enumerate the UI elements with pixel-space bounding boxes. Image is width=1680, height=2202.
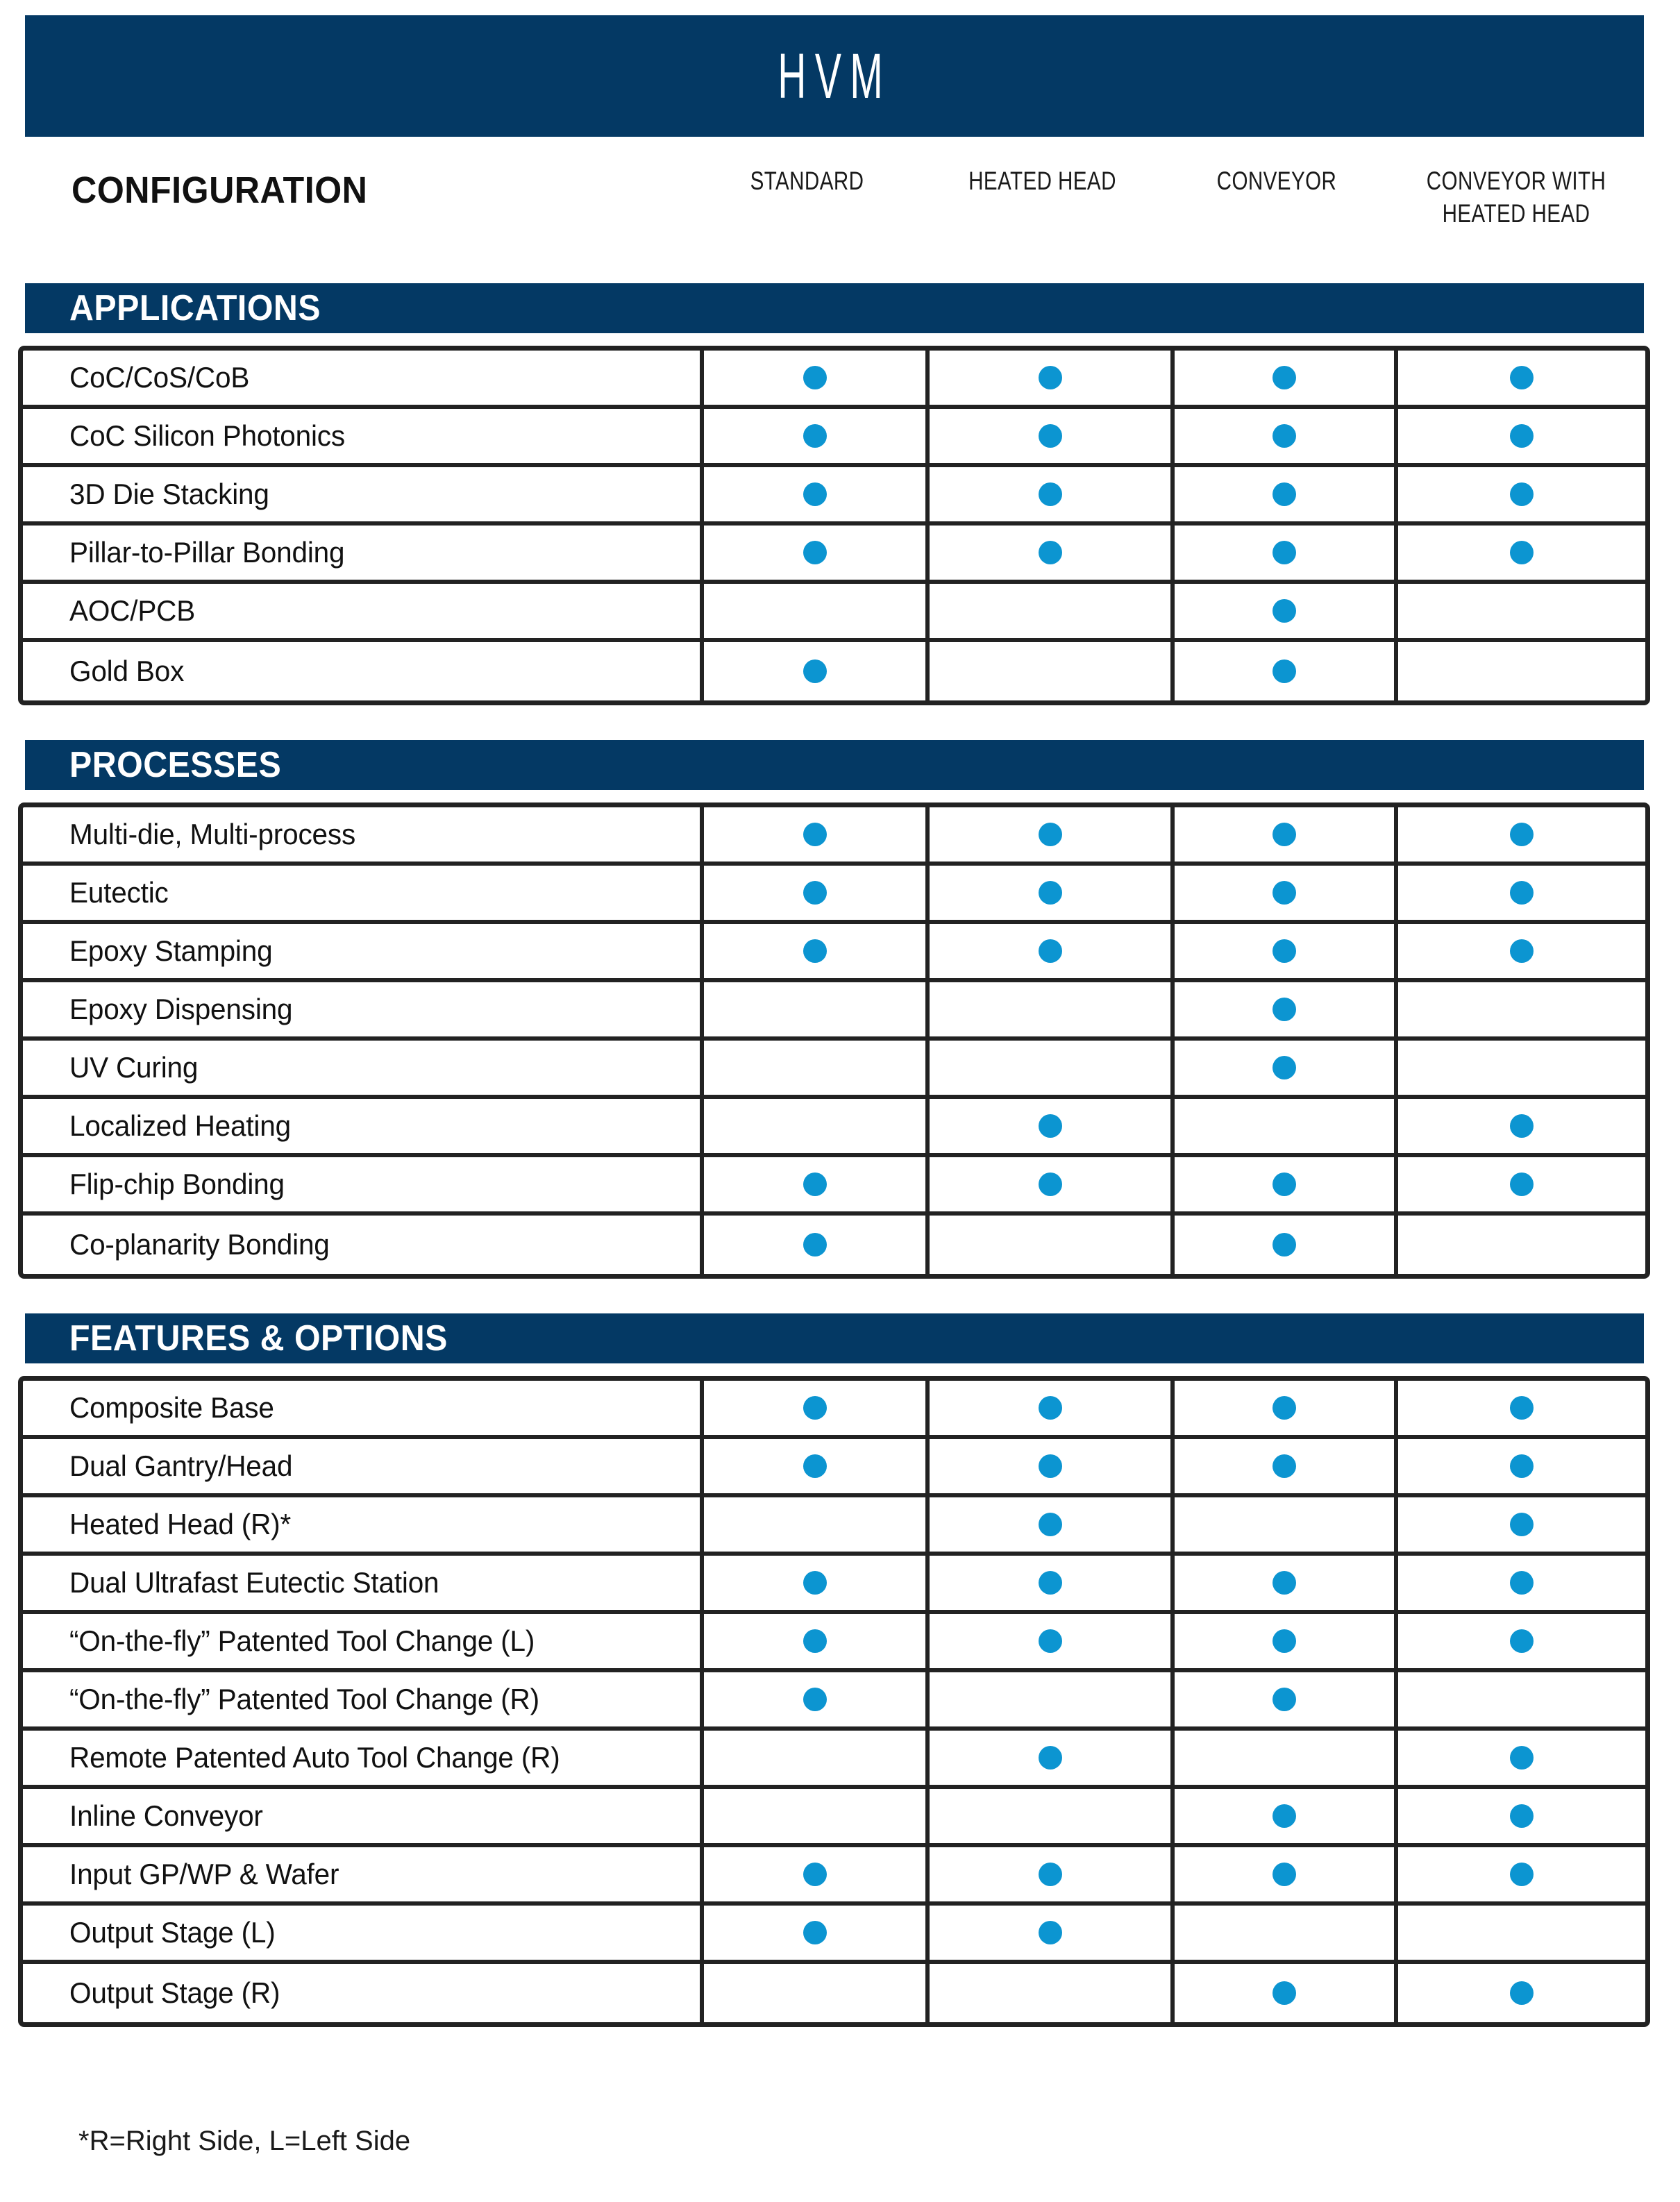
- not-supported-empty: [1272, 1746, 1296, 1770]
- row-label-cell: [23, 1789, 700, 1843]
- supported-dot-icon: [1272, 998, 1296, 1021]
- row-label-cell: [23, 1964, 700, 2022]
- not-supported-empty: [1039, 659, 1062, 683]
- row-label: Dual Gantry/Head: [69, 1449, 293, 1482]
- support-cell-c3: [1394, 1497, 1645, 1552]
- table-row: [23, 1614, 1645, 1672]
- support-cell-c2: [1170, 351, 1394, 405]
- support-cell-c3: [1394, 1041, 1645, 1095]
- row-label-cell: [23, 1556, 700, 1610]
- support-cell-c3: [1394, 526, 1645, 580]
- support-cell-c0: [700, 1789, 925, 1843]
- supported-dot-icon: [803, 1629, 827, 1653]
- row-label-cell: [23, 1731, 700, 1785]
- table-row: [23, 1906, 1645, 1964]
- supported-dot-icon: [1510, 366, 1534, 389]
- support-cell-c3: [1394, 1731, 1645, 1785]
- support-cell-c3: [1394, 642, 1645, 700]
- supported-dot-icon: [803, 541, 827, 564]
- supported-dot-icon: [803, 482, 827, 506]
- support-cell-c0: [700, 1216, 925, 1274]
- supported-dot-icon: [1272, 599, 1296, 623]
- support-cell-c1: [925, 1497, 1170, 1552]
- row-label: Remote Patented Auto Tool Change (R): [69, 1741, 560, 1774]
- supported-dot-icon: [1039, 1114, 1062, 1138]
- support-cell-c1: [925, 924, 1170, 978]
- not-supported-empty: [1272, 1114, 1296, 1138]
- support-cell-c2: [1170, 807, 1394, 862]
- support-cell-c2: [1170, 1672, 1394, 1726]
- supported-dot-icon: [1510, 424, 1534, 448]
- support-cell-c3: [1394, 924, 1645, 978]
- support-cell-c1: [925, 1439, 1170, 1493]
- support-cell-c0: [700, 642, 925, 700]
- support-cell-c1: [925, 1614, 1170, 1668]
- row-label-cell: [23, 1614, 700, 1668]
- row-label: AOC/PCB: [69, 594, 196, 627]
- row-label-cell: [23, 1157, 700, 1211]
- not-supported-empty: [803, 1513, 827, 1536]
- support-cell-c2: [1170, 642, 1394, 700]
- supported-dot-icon: [803, 424, 827, 448]
- supported-dot-icon: [1039, 881, 1062, 905]
- not-supported-empty: [1039, 1688, 1062, 1711]
- not-supported-empty: [803, 1056, 827, 1079]
- support-cell-c1: [925, 467, 1170, 521]
- support-cell-c3: [1394, 1099, 1645, 1153]
- supported-dot-icon: [1272, 659, 1296, 683]
- support-cell-c2: [1170, 1964, 1394, 2022]
- support-cell-c2: [1170, 1157, 1394, 1211]
- support-cell-c0: [700, 584, 925, 638]
- support-cell-c1: [925, 1731, 1170, 1785]
- supported-dot-icon: [803, 881, 827, 905]
- table-row: [23, 1216, 1645, 1274]
- supported-dot-icon: [1272, 823, 1296, 846]
- support-cell-c1: [925, 807, 1170, 862]
- support-cell-c3: [1394, 1672, 1645, 1726]
- table-row: [23, 1157, 1645, 1216]
- row-label: Localized Heating: [69, 1109, 291, 1142]
- row-label: Multi-die, Multi-process: [69, 818, 356, 850]
- not-supported-empty: [1510, 998, 1534, 1021]
- supported-dot-icon: [803, 1396, 827, 1420]
- supported-dot-icon: [1039, 1571, 1062, 1595]
- support-cell-c0: [700, 526, 925, 580]
- supported-dot-icon: [1039, 541, 1062, 564]
- section-title: PROCESSES: [69, 745, 282, 785]
- row-label: Pillar-to-Pillar Bonding: [69, 536, 345, 569]
- support-cell-c0: [700, 1556, 925, 1610]
- supported-dot-icon: [803, 1454, 827, 1478]
- row-label-cell: [23, 866, 700, 920]
- row-label: Inline Conveyor: [69, 1799, 263, 1832]
- supported-dot-icon: [803, 1571, 827, 1595]
- supported-dot-icon: [1039, 1396, 1062, 1420]
- support-cell-c1: [925, 351, 1170, 405]
- support-cell-c3: [1394, 584, 1645, 638]
- supported-dot-icon: [1272, 1233, 1296, 1257]
- supported-dot-icon: [803, 823, 827, 846]
- footnote: *R=Right Side, L=Left Side: [78, 2126, 411, 2156]
- supported-dot-icon: [1272, 366, 1296, 389]
- support-cell-c0: [700, 1041, 925, 1095]
- support-cell-c3: [1394, 1556, 1645, 1610]
- row-label: Output Stage (R): [69, 1976, 280, 2009]
- supported-dot-icon: [1510, 1629, 1534, 1653]
- support-cell-c3: [1394, 1439, 1645, 1493]
- support-cell-c1: [925, 642, 1170, 700]
- supported-dot-icon: [1272, 1688, 1296, 1711]
- support-cell-c2: [1170, 1556, 1394, 1610]
- supported-dot-icon: [1272, 1571, 1296, 1595]
- section-band: [25, 740, 1644, 790]
- section-title: APPLICATIONS: [69, 288, 321, 328]
- row-label-cell: [23, 1381, 700, 1435]
- supported-dot-icon: [803, 1173, 827, 1196]
- row-label-cell: [23, 1906, 700, 1960]
- support-cell-c2: [1170, 1906, 1394, 1960]
- supported-dot-icon: [1272, 1396, 1296, 1420]
- row-label-cell: [23, 982, 700, 1036]
- table-row: [23, 1099, 1645, 1157]
- row-label-cell: [23, 409, 700, 463]
- row-label-cell: [23, 1847, 700, 1901]
- support-cell-c1: [925, 1964, 1170, 2022]
- row-label-cell: [23, 351, 700, 405]
- support-cell-c1: [925, 1381, 1170, 1435]
- support-cell-c0: [700, 1099, 925, 1153]
- supported-dot-icon: [1039, 1513, 1062, 1536]
- row-label: Co-planarity Bonding: [69, 1228, 330, 1261]
- supported-dot-icon: [1039, 482, 1062, 506]
- not-supported-empty: [1039, 1981, 1062, 2005]
- support-cell-c3: [1394, 1789, 1645, 1843]
- row-label: Eutectic: [69, 876, 169, 909]
- supported-dot-icon: [1272, 939, 1296, 963]
- supported-dot-icon: [1510, 1746, 1534, 1770]
- table-row: [23, 924, 1645, 982]
- not-supported-empty: [1510, 1921, 1534, 1944]
- support-cell-c3: [1394, 1964, 1645, 2022]
- supported-dot-icon: [1272, 1056, 1296, 1079]
- table-row: [23, 351, 1645, 409]
- column-header-conveyor-with-heated-head: CONVEYOR WITH HEATED HEAD: [1426, 167, 1606, 228]
- supported-dot-icon: [1510, 1981, 1534, 2005]
- support-cell-c0: [700, 1439, 925, 1493]
- row-label: Epoxy Dispensing: [69, 993, 293, 1025]
- row-label: Input GP/WP & Wafer: [69, 1858, 339, 1890]
- supported-dot-icon: [803, 1863, 827, 1886]
- not-supported-empty: [1272, 1513, 1296, 1536]
- support-cell-c0: [700, 1906, 925, 1960]
- supported-dot-icon: [1039, 1921, 1062, 1944]
- support-cell-c2: [1170, 982, 1394, 1036]
- row-label: Output Stage (L): [69, 1916, 276, 1949]
- supported-dot-icon: [1510, 939, 1534, 963]
- row-label: CoC/CoS/CoB: [69, 361, 250, 394]
- not-supported-empty: [1510, 599, 1534, 623]
- support-cell-c0: [700, 1847, 925, 1901]
- support-cell-c1: [925, 1216, 1170, 1274]
- supported-dot-icon: [1272, 1981, 1296, 2005]
- supported-dot-icon: [1272, 1454, 1296, 1478]
- support-cell-c1: [925, 1847, 1170, 1901]
- supported-dot-icon: [803, 1688, 827, 1711]
- row-label: Dual Ultrafast Eutectic Station: [69, 1566, 439, 1599]
- support-cell-c3: [1394, 1906, 1645, 1960]
- supported-dot-icon: [1510, 482, 1534, 506]
- supported-dot-icon: [1272, 482, 1296, 506]
- support-cell-c3: [1394, 807, 1645, 862]
- support-cell-c3: [1394, 467, 1645, 521]
- supported-dot-icon: [1510, 1114, 1534, 1138]
- row-label-cell: [23, 1216, 700, 1274]
- support-cell-c0: [700, 409, 925, 463]
- table-row: [23, 982, 1645, 1041]
- supported-dot-icon: [1272, 1804, 1296, 1828]
- support-cell-c1: [925, 1789, 1170, 1843]
- not-supported-empty: [1039, 599, 1062, 623]
- table-row: [23, 866, 1645, 924]
- support-cell-c2: [1170, 409, 1394, 463]
- row-label-cell: [23, 1672, 700, 1726]
- support-cell-c2: [1170, 866, 1394, 920]
- support-cell-c3: [1394, 1381, 1645, 1435]
- table-row: [23, 1672, 1645, 1731]
- not-supported-empty: [803, 1114, 827, 1138]
- table-row: [23, 1556, 1645, 1614]
- supported-dot-icon: [1272, 541, 1296, 564]
- supported-dot-icon: [1510, 1396, 1534, 1420]
- supported-dot-icon: [1510, 881, 1534, 905]
- support-cell-c2: [1170, 1497, 1394, 1552]
- support-cell-c0: [700, 467, 925, 521]
- product-title-bar: [25, 15, 1644, 137]
- row-label: Composite Base: [69, 1391, 274, 1424]
- not-supported-empty: [1510, 1688, 1534, 1711]
- support-cell-c0: [700, 1157, 925, 1211]
- column-header-conveyor: CONVEYOR: [1216, 167, 1337, 195]
- supported-dot-icon: [1039, 1863, 1062, 1886]
- support-cell-c2: [1170, 584, 1394, 638]
- support-cell-c1: [925, 584, 1170, 638]
- supported-dot-icon: [1039, 1629, 1062, 1653]
- supported-dot-icon: [803, 939, 827, 963]
- row-label-cell: [23, 1497, 700, 1552]
- supported-dot-icon: [1510, 1804, 1534, 1828]
- not-supported-empty: [1510, 1056, 1534, 1079]
- support-cell-c2: [1170, 1789, 1394, 1843]
- supported-dot-icon: [803, 366, 827, 389]
- support-cell-c2: [1170, 1847, 1394, 1901]
- supported-dot-icon: [1510, 1454, 1534, 1478]
- table-row: [23, 1041, 1645, 1099]
- support-cell-c0: [700, 982, 925, 1036]
- not-supported-empty: [1039, 1056, 1062, 1079]
- support-cell-c1: [925, 409, 1170, 463]
- table-row: [23, 1789, 1645, 1847]
- support-cell-c0: [700, 866, 925, 920]
- supported-dot-icon: [1272, 881, 1296, 905]
- row-label: Gold Box: [69, 655, 185, 687]
- table-row: [23, 1497, 1645, 1556]
- support-cell-c1: [925, 1041, 1170, 1095]
- row-label: Epoxy Stamping: [69, 934, 273, 967]
- support-cell-c0: [700, 351, 925, 405]
- support-cell-c2: [1170, 1614, 1394, 1668]
- supported-dot-icon: [1272, 1173, 1296, 1196]
- support-cell-c1: [925, 866, 1170, 920]
- support-cell-c1: [925, 1672, 1170, 1726]
- section-title: FEATURES & OPTIONS: [69, 1318, 448, 1359]
- support-cell-c1: [925, 982, 1170, 1036]
- row-label: Flip-chip Bonding: [69, 1168, 285, 1200]
- not-supported-empty: [1510, 659, 1534, 683]
- supported-dot-icon: [1039, 366, 1062, 389]
- column-header-heated-head: HEATED HEAD: [968, 167, 1116, 195]
- table-row: [23, 584, 1645, 642]
- supported-dot-icon: [1510, 1173, 1534, 1196]
- table-row: [23, 409, 1645, 467]
- support-cell-c3: [1394, 982, 1645, 1036]
- support-cell-c1: [925, 1556, 1170, 1610]
- support-cell-c3: [1394, 1216, 1645, 1274]
- row-label-cell: [23, 1439, 700, 1493]
- row-label: “On-the-fly” Patented Tool Change (L): [69, 1624, 535, 1657]
- support-cell-c2: [1170, 467, 1394, 521]
- support-cell-c0: [700, 1964, 925, 2022]
- row-label: “On-the-fly” Patented Tool Change (R): [69, 1683, 539, 1715]
- support-cell-c1: [925, 526, 1170, 580]
- configuration-header-row: [0, 142, 1680, 278]
- support-cell-c0: [700, 924, 925, 978]
- supported-dot-icon: [1510, 1513, 1534, 1536]
- row-label-cell: [23, 467, 700, 521]
- row-label: UV Curing: [69, 1051, 199, 1084]
- supported-dot-icon: [803, 659, 827, 683]
- not-supported-empty: [1272, 1921, 1296, 1944]
- support-cell-c2: [1170, 1381, 1394, 1435]
- table-row: [23, 1731, 1645, 1789]
- not-supported-empty: [803, 1746, 827, 1770]
- table-row: [23, 1964, 1645, 2022]
- not-supported-empty: [803, 998, 827, 1021]
- table-row: [23, 1847, 1645, 1906]
- not-supported-empty: [1039, 1804, 1062, 1828]
- table-row: [23, 1381, 1645, 1439]
- row-label-cell: [23, 807, 700, 862]
- table-row: [23, 526, 1645, 584]
- row-label: Heated Head (R)*: [69, 1508, 292, 1540]
- not-supported-empty: [1510, 1233, 1534, 1257]
- not-supported-empty: [803, 1804, 827, 1828]
- table-row: [23, 1439, 1645, 1497]
- table-row: [23, 642, 1645, 700]
- supported-dot-icon: [1039, 1746, 1062, 1770]
- row-label-cell: [23, 584, 700, 638]
- support-cell-c1: [925, 1157, 1170, 1211]
- row-label-cell: [23, 1041, 700, 1095]
- supported-dot-icon: [1039, 424, 1062, 448]
- support-cell-c0: [700, 1381, 925, 1435]
- supported-dot-icon: [803, 1921, 827, 1944]
- not-supported-empty: [1039, 998, 1062, 1021]
- support-cell-c2: [1170, 1731, 1394, 1785]
- not-supported-empty: [803, 599, 827, 623]
- table-row: [23, 807, 1645, 866]
- supported-dot-icon: [1272, 1629, 1296, 1653]
- row-label: 3D Die Stacking: [69, 478, 269, 510]
- section-band: [25, 283, 1644, 333]
- support-cell-c3: [1394, 351, 1645, 405]
- support-cell-c3: [1394, 866, 1645, 920]
- support-cell-c3: [1394, 409, 1645, 463]
- support-cell-c0: [700, 807, 925, 862]
- supported-dot-icon: [1510, 1571, 1534, 1595]
- support-cell-c2: [1170, 1216, 1394, 1274]
- supported-dot-icon: [1510, 541, 1534, 564]
- support-cell-c3: [1394, 1157, 1645, 1211]
- support-cell-c3: [1394, 1614, 1645, 1668]
- support-cell-c3: [1394, 1847, 1645, 1901]
- row-label: CoC Silicon Photonics: [69, 419, 345, 452]
- support-cell-c0: [700, 1497, 925, 1552]
- not-supported-empty: [1039, 1233, 1062, 1257]
- support-cell-c0: [700, 1672, 925, 1726]
- supported-dot-icon: [1039, 1173, 1062, 1196]
- section-band: [25, 1313, 1644, 1363]
- supported-dot-icon: [1039, 823, 1062, 846]
- comparison-table: [18, 802, 1650, 1279]
- support-cell-c1: [925, 1099, 1170, 1153]
- support-cell-c2: [1170, 1439, 1394, 1493]
- support-cell-c1: [925, 1906, 1170, 1960]
- supported-dot-icon: [1272, 424, 1296, 448]
- supported-dot-icon: [1510, 1863, 1534, 1886]
- comparison-table: [18, 1376, 1650, 2027]
- column-header-standard: STANDARD: [750, 167, 864, 195]
- supported-dot-icon: [1510, 823, 1534, 846]
- table-row: [23, 467, 1645, 526]
- support-cell-c2: [1170, 1099, 1394, 1153]
- row-label-cell: [23, 642, 700, 700]
- supported-dot-icon: [1272, 1863, 1296, 1886]
- supported-dot-icon: [1039, 1454, 1062, 1478]
- supported-dot-icon: [1039, 939, 1062, 963]
- row-label-cell: [23, 1099, 700, 1153]
- comparison-table: [18, 346, 1650, 705]
- configuration-label: CONFIGURATION: [72, 169, 368, 211]
- supported-dot-icon: [803, 1233, 827, 1257]
- support-cell-c2: [1170, 1041, 1394, 1095]
- not-supported-empty: [803, 1981, 827, 2005]
- row-label-cell: [23, 924, 700, 978]
- page-title: HVM: [778, 40, 891, 112]
- support-cell-c0: [700, 1731, 925, 1785]
- support-cell-c0: [700, 1614, 925, 1668]
- support-cell-c2: [1170, 526, 1394, 580]
- support-cell-c2: [1170, 924, 1394, 978]
- row-label-cell: [23, 526, 700, 580]
